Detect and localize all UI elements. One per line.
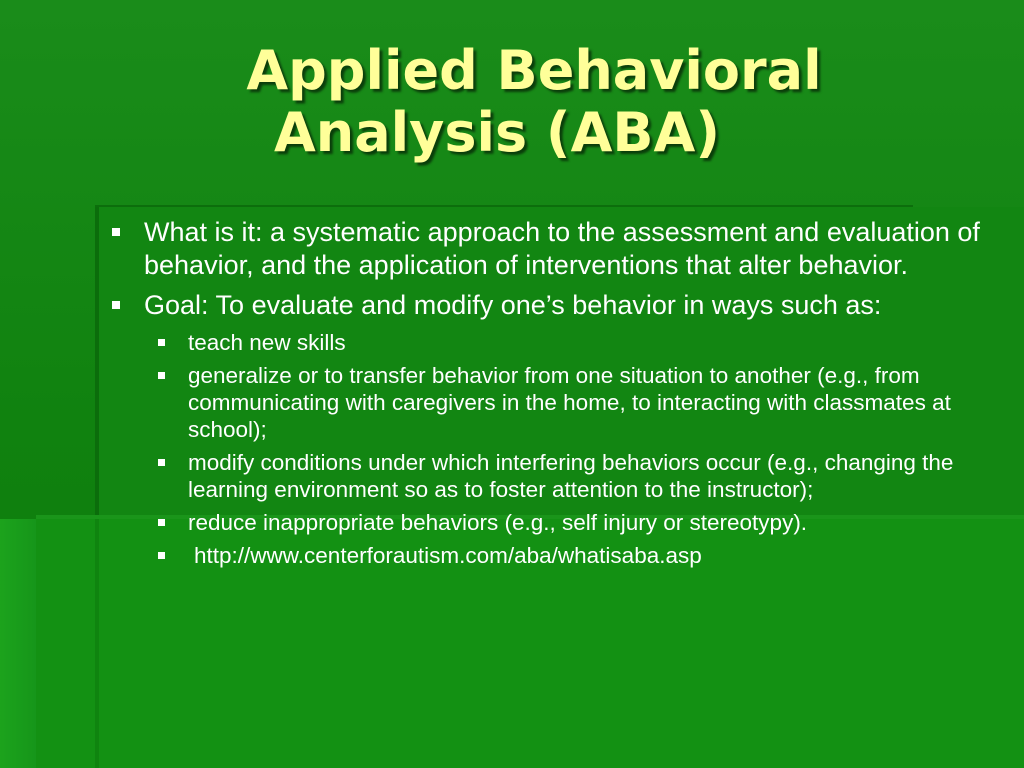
sub-bullet-source-link[interactable] [100, 542, 1000, 569]
bullet-text: What is it: a systematic approach to the assessment and evaluation of behavior, and the application of interventions that alter behavior. [144, 217, 980, 280]
bullet-text: Goal: To evaluate and modify one’s behavior in ways such as: [144, 290, 882, 320]
square-bullet-icon [158, 372, 165, 379]
source-url-link[interactable]: http://www.centerforautism.com/aba/whatisaba.asp [194, 543, 702, 568]
sub-bullet-text: teach new skills [188, 330, 346, 355]
slide-content [100, 216, 1000, 575]
bullet-what-is-it [100, 216, 1000, 282]
background-panel-edge [95, 519, 99, 768]
sub-bullet-text: reduce inappropriate behaviors (e.g., self injury or stereotypy). [188, 510, 808, 535]
square-bullet-icon [158, 552, 165, 559]
background-panel-left [0, 519, 36, 768]
square-bullet-icon [158, 519, 165, 526]
sub-bullet-reduce-behaviors [100, 509, 1000, 536]
slide-title [0, 40, 1024, 164]
sub-bullet-text: modify conditions under which interfering behaviors occur (e.g., changing the learning environment so as to foster attention to the instructor); [188, 450, 954, 502]
square-bullet-icon [112, 228, 120, 236]
slide-title-line-1: Applied Behavioral [246, 39, 822, 102]
sub-bullet-generalize [100, 362, 1000, 443]
square-bullet-icon [112, 301, 120, 309]
square-bullet-icon [158, 459, 165, 466]
sub-bullet-text: generalize or to transfer behavior from one situation to another (e.g., from communicating with caregivers in the home, to interacting with classmates at school); [188, 363, 951, 442]
slide-title-line-2: Analysis (ABA) [273, 101, 721, 164]
sub-bullet-teach-skills [100, 329, 1000, 356]
sub-bullet-modify-conditions [100, 449, 1000, 503]
bullet-goal [100, 289, 1000, 322]
square-bullet-icon [158, 339, 165, 346]
